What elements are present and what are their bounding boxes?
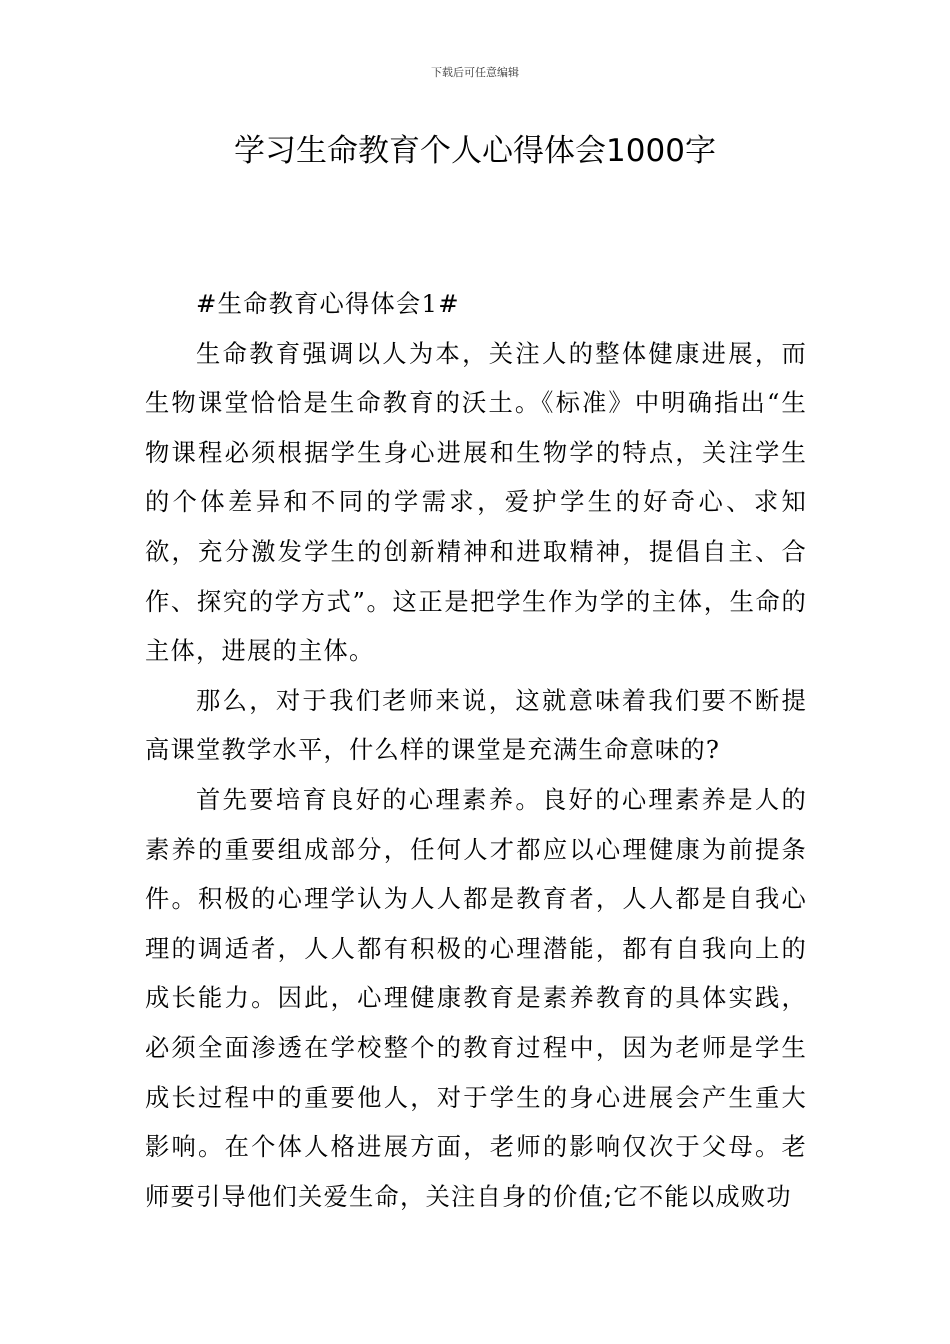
paragraph-3: 首先要培育良好的心理素养。良好的心理素养是人的素养的重要组成部分，任何人才都应以心理健康为前提条件。积极的心理学认为人人都是教育者，人人都是自我心理的调适者，人人都有积极的心理潜能，都有自我向上的成长能力。因此，心理健康教育是素养教育的具体实践，必须全面渗透在学校整个的教育过程中，因为老师是学生成长过程中的重要他人，对于学生的身心进展会产生重大影响。在个体人格进展方面，老师的影响仅次于父母。老师要引导他们关爱生命，关注自身的价值;它不能以成败功 [145,784,807,1211]
document-body [145,279,807,1221]
document-title: 学习生命教育个人心得体会1000字 [234,133,716,169]
section-heading: #生命教育心得体会1# [196,289,460,318]
header-note: 下载后可任意编辑 [431,66,519,79]
paragraph-1: 生命教育强调以人为本，关注人的整体健康进展，而生物课堂恰恰是生命教育的沃土。《标准》中明确指出“生物课程必须根据学生身心进展和生物学的特点，关注学生的个体差异和不同的学需求，爱护学生的好奇心、求知欲，充分激发学生的创新精神和进取精神，提倡自主、合作、探究的学方式”。这正是把学生作为学的主体，生命的主体，进展的主体。 [145,338,807,666]
paragraph-2: 那么，对于我们老师来说，这就意味着我们要不断提高课堂教学水平，什么样的课堂是充满生命意味的? [145,685,807,765]
